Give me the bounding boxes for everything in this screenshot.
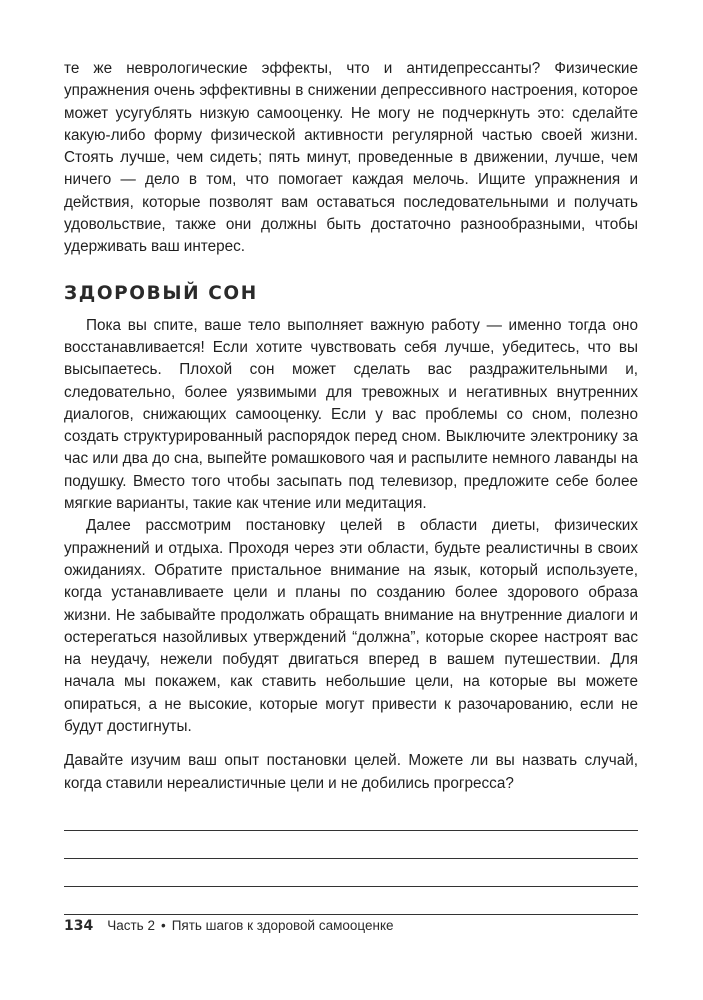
answer-line[interactable] (64, 803, 638, 831)
answer-line[interactable] (64, 887, 638, 915)
section-heading: ЗДОРОВЫЙ СОН (64, 282, 258, 304)
answer-lines (64, 803, 638, 915)
bullet-separator: • (160, 918, 166, 933)
exercise-prompt: Давайте изучим ваш опыт постановки целей. Можете ли вы назвать случай, когда ставили нереалистичные цели и не добились прогресса? (64, 752, 638, 792)
sleep-paragraph: Пока вы спите, ваше тело выполняет важную работу — именно тогда оно восстанавливается! Если хотите чувствовать себя лучше, убедитесь, что вы высыпаетесь. Плохой сон может сделать вас раздражительными и, следовательно, более уязвимыми для тревожных и негативных внутренних диалогов, снижающих самооценку. Если у вас проблемы со сном, полезно создать структурированный распорядок перед сном. Выключите электронику за час или два до сна, выпейте ромашкового чая и распылите немного лаванды на подушку. Вместо того чтобы засыпать под телевизор, предложите себе более мягкие варианты, такие как чтение или медитация. (64, 316, 638, 513)
page-content (64, 58, 638, 915)
answer-line[interactable] (64, 859, 638, 887)
goals-paragraph: Далее рассмотрим постановку целей в области диеты, физических упражнений и отдыха. Проходя через эти области, будьте реалистичны в своих ожиданиях. Обратите пристальное внимание на язык, который используете, когда устанавливаете цели и планы по созданию более здорового образа жизни. Не забывайте продолжать обращать внимание на внутренние диалоги и остерегаться назойливых утверждений “должна”, которые скорее настроят вас на неудачу, нежели побудят двигаться вперед в вашем путешествии. Для начала мы покажем, как ставить небольшие цели, на которые вы можете опираться, а не высокие, которые могут привести к разочарованию, если не будут достигнуты. (64, 517, 638, 736)
page-footer (64, 918, 394, 934)
answer-line[interactable] (64, 831, 638, 859)
page-number: 134 (64, 918, 94, 934)
intro-paragraph: те же неврологические эффекты, что и антидепрессанты? Физические упражнения очень эффективны в снижении депрессивного настроения, которое может усугублять низкую самооценку. Не могу не подчеркнуть это: сделайте какую-либо форму физической активности регулярной частью своей жизни. Стоять лучше, чем сидеть; пять минут, проведенные в движении, лучше, чем ничего — дело в том, что помогает каждая мелочь. Ищите упражнения и действия, которые позволят вам оставаться последовательными и получать удовольствие, также они должны быть достаточно разнообразными, чтобы удерживать ваш интерес. (64, 60, 638, 256)
part-label: Часть 2 (107, 918, 155, 933)
book-title: Пять шагов к здоровой самооценке (171, 918, 394, 933)
